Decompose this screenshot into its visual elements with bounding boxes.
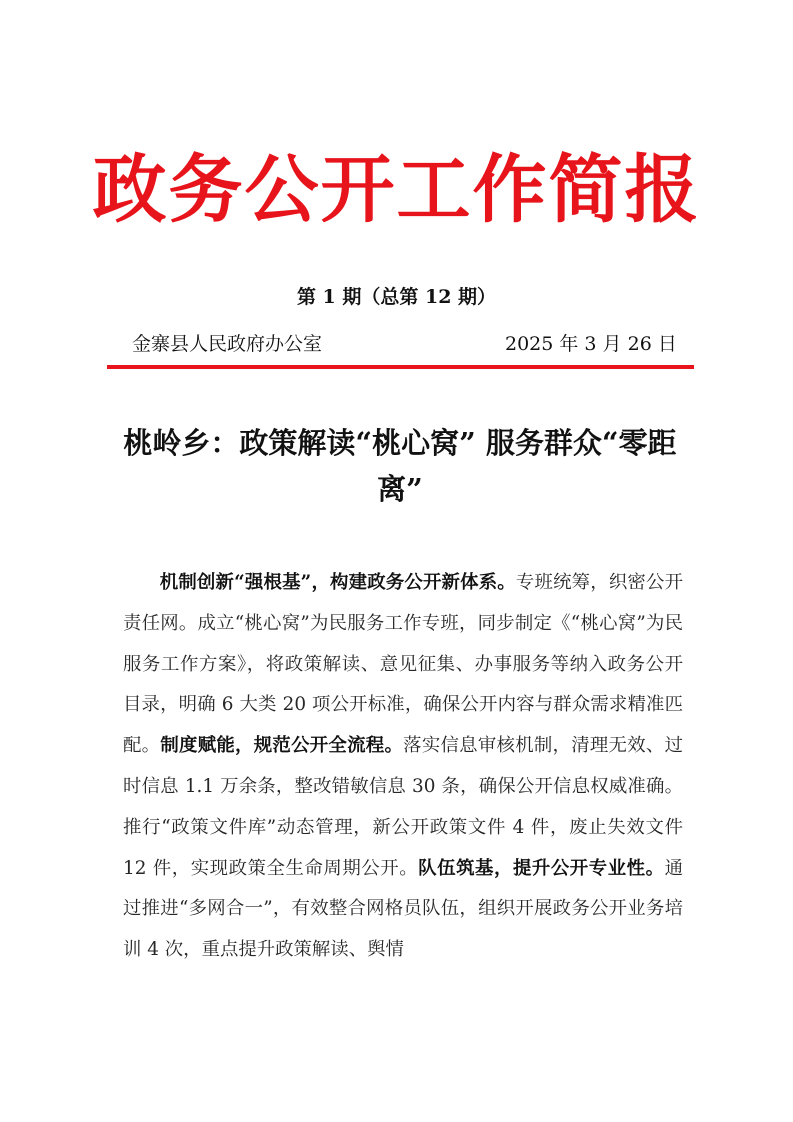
- section-lead: 机制创新“强根基”，构建政务公开新体系。: [159, 572, 516, 593]
- article-paragraph: [123, 563, 683, 971]
- header-divider: [107, 365, 694, 369]
- masthead-title: 政务公开工作简报: [92, 147, 701, 233]
- article-headline: 桃岭乡：政策解读“桃心窝” 服务群众“零距离”: [123, 426, 677, 506]
- section-text: 落实信息审核机制，清理无效、过时信息 1.1 万余条，整改错敏信息 30 条，确保公开信息权威准确。推行“政策文件库”动态管理，新公开政策文件 4 件，废止失效文件 12 件，实现政策全生命周期公开。: [123, 735, 683, 879]
- article-body: [123, 563, 683, 971]
- section-text: 通过推进“多网合一”，有效整合网格员队伍，组织开展政务公开业务培训 4 次，重点提升政策解读、舆情: [123, 857, 683, 961]
- section-text: 专班统筹，织密公开责任网。成立“桃心窝”为民服务工作专班，同步制定《“桃心窝”为民服务工作方案》，将政策解读、意见征集、办事服务等纳入政务公开目录，明确 6 大类 20 项公开标准，确保公开内容与群众需求精准匹配。: [123, 572, 683, 757]
- publisher-name: 金寨县人民政府办公室: [132, 333, 323, 355]
- section-lead: 制度赋能，规范公开全流程。: [160, 735, 404, 757]
- section-lead: 队伍筑基，提升公开专业性。: [418, 857, 665, 879]
- issue-number: 第 1 期（总第 12 期）: [296, 286, 497, 308]
- publish-date: 2025 年 3 月 26 日: [505, 333, 677, 355]
